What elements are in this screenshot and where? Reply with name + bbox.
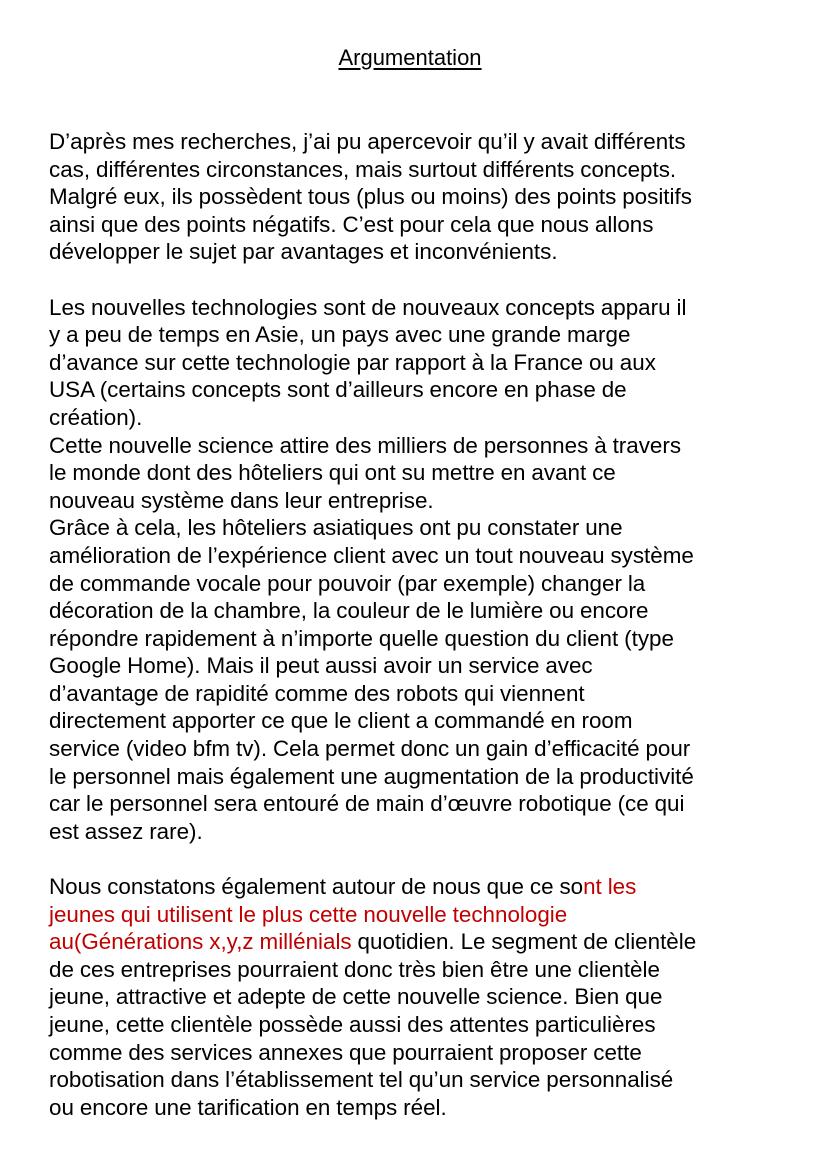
text-line: développer le sujet par avantages et inconvénients. xyxy=(49,239,558,265)
text-line: car le personnel sera entouré de main d’œuvre robotique (ce qui xyxy=(49,791,685,817)
text-line: le personnel mais également une augmentation de la productivité xyxy=(49,763,694,789)
text-line: de ces entreprises pourraient donc très bien être une clientèle xyxy=(49,956,660,982)
text-line: Google Home). Mais il peut aussi avoir un service avec xyxy=(49,653,593,679)
text-line: y a peu de temps en Asie, un pays avec une grande marge xyxy=(49,322,631,348)
text-line xyxy=(49,928,784,956)
text-line: d’avantage de rapidité comme des robots qui viennent xyxy=(49,680,585,706)
text-line: ainsi que des points négatifs. C’est pour cela que nous allons xyxy=(49,211,654,237)
text-line: ou encore une tarification en temps réel. xyxy=(49,1094,447,1120)
text-line: USA (certains concepts sont d’ailleurs encore en phase de xyxy=(49,377,627,403)
text-line xyxy=(49,873,784,901)
text-line: jeune, attractive et adepte de cette nouvelle science. Bien que xyxy=(49,984,663,1010)
text-line: jeune, cette clientèle possède aussi des attentes particulières xyxy=(49,1012,656,1037)
text-line: le monde dont des hôteliers qui ont su mettre en avant ce xyxy=(49,460,616,486)
text-line: création). xyxy=(49,404,143,430)
text-segment: quotidien. Le segment de clientèle xyxy=(351,929,697,955)
document-title: Argumentation xyxy=(338,45,482,70)
paragraph-3 xyxy=(49,873,784,1121)
text-line: comme des services annexes que pourraient proposer cette xyxy=(49,1039,642,1065)
document-body xyxy=(49,128,784,1121)
text-line: est assez rare). xyxy=(49,818,203,844)
text-line: Grâce à cela, les hôteliers asiatiques ont pu constater une xyxy=(49,515,623,541)
highlighted-text: au(Générations x,y,z millénials xyxy=(49,929,352,955)
text-line: amélioration de l’expérience client avec un tout nouveau système xyxy=(49,542,694,568)
text-line: service (video bfm tv). Cela permet donc un gain d’efficacité pour xyxy=(49,736,691,762)
paragraph-1 xyxy=(49,128,784,266)
paragraph-2 xyxy=(49,294,784,846)
text-segment: Nous constatons également autour de nous que ce so xyxy=(49,874,584,900)
text-line: cas, différentes circonstances, mais surtout différents concepts. xyxy=(49,156,677,182)
text-line: D’après mes recherches, j’ai pu apercevoir qu’il y avait différents xyxy=(49,129,686,154)
text-line: Cette nouvelle science attire des milliers de personnes à travers xyxy=(49,432,682,458)
highlighted-text: nt les xyxy=(583,874,637,900)
text-line: d’avance sur cette technologie par rapport à la France ou aux xyxy=(49,349,656,375)
text-line: de commande vocale pour pouvoir (par exemple) changer la xyxy=(49,570,646,596)
text-line: robotisation dans l’établissement tel qu’un service personnalisé xyxy=(49,1067,674,1093)
highlighted-text-line: jeunes qui utilisent le plus cette nouvelle technologie xyxy=(49,901,568,927)
text-line: décoration de la chambre, la couleur de le lumière ou encore xyxy=(49,598,649,624)
text-line: directement apporter ce que le client a commandé en room xyxy=(49,708,633,734)
text-line: Les nouvelles technologies sont de nouveaux concepts apparu il xyxy=(49,294,687,320)
text-line: Malgré eux, ils possèdent tous (plus ou moins) des points positifs xyxy=(49,184,692,210)
text-line: répondre rapidement à n’importe quelle question du client (type xyxy=(49,625,674,651)
text-line: nouveau système dans leur entreprise. xyxy=(49,487,434,513)
